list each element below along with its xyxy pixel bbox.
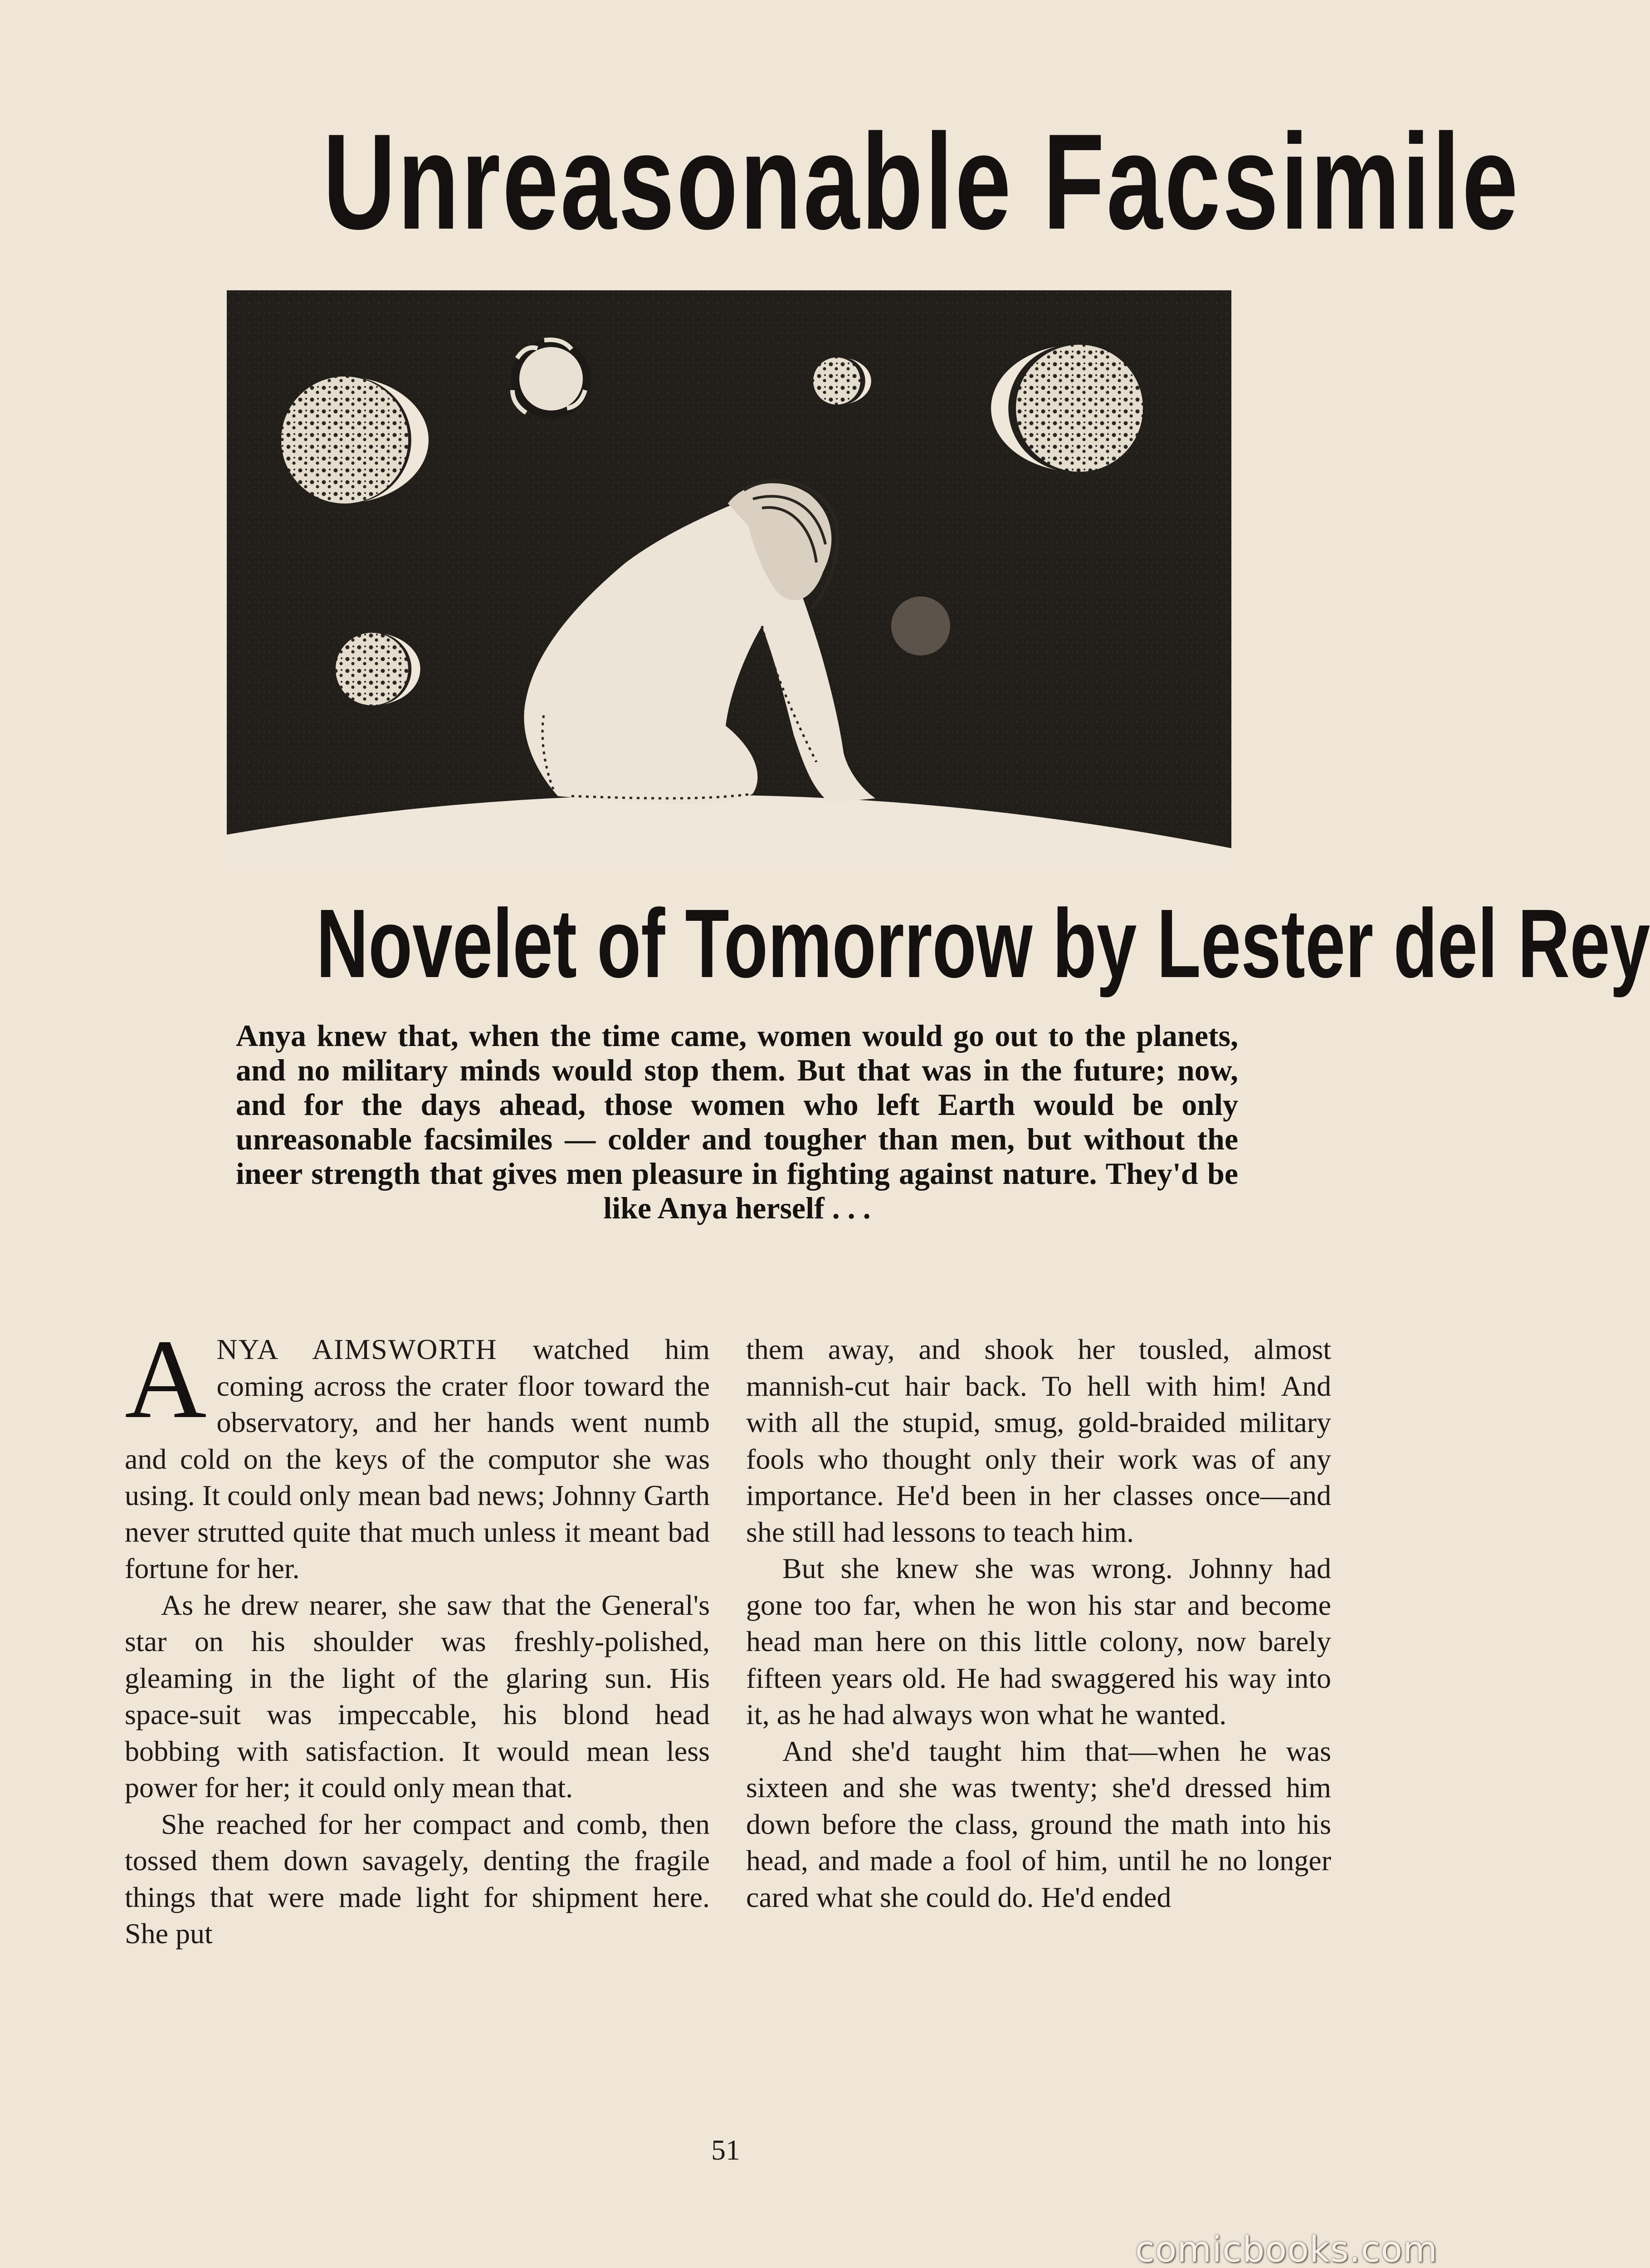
page-number: 51: [711, 2134, 740, 2166]
story-byline: Novelet of Tomorrow by Lester del Rey: [316, 889, 1650, 998]
planet-spiral: [511, 339, 591, 419]
paragraph-continued: them away, and shook her tousled, almost mannish-cut hair back. To hell with him! And with all the stupid, smug, gold-braided military fools who thought only their work was of any importance. He'd been in her classes once—and she still had lessons to teach him.: [746, 1333, 1331, 1548]
story-title: Unreasonable Facsimile: [323, 105, 1520, 258]
text-column-right: [746, 1331, 1331, 1916]
paragraph: She reached for her compact and comb, then tossed them down savagely, denting the fragile things that were made light for shipment here. She put: [125, 1808, 710, 1950]
text-column-left: [125, 1316, 710, 1952]
paragraph: As he drew nearer, she saw that the General's star on his shoulder was freshly-polished, gleaming in the light of the glaring sun. His space-suit was impeccable, his blond head bobbing with satisfaction. It would mean less power for her; it could only mean that.: [125, 1589, 710, 1804]
paragraph: And she'd taught him that—when he was sixteen and she was twenty; she'd dressed him down before the class, ground the math into his head, and made a fool of him, until he no longer cared what she could do. He'd ended: [746, 1735, 1331, 1913]
drop-cap: A: [125, 1316, 207, 1442]
story-illustration: [227, 290, 1231, 866]
paragraph: But she knew she was wrong. Johnny had gone too far, when he won his star and become head man here on this little colony, now barely fifteen years old. He had swaggered his way into it, as he had always won what he wanted.: [746, 1552, 1331, 1730]
opening-paragraph: [125, 1316, 710, 1587]
distant-nebula: [891, 596, 950, 655]
paragraph-text: watched him coming across the crater floor toward the observatory, and her hands went numb and cold on the keys of the computor she was using. It could only mean bad news; Johnny Garth never strutted quite that much unless it meant bad fortune for her.: [125, 1333, 710, 1584]
opening-caps: NYA AIMSWORTH: [216, 1333, 498, 1365]
source-watermark: comicbooks.com: [1135, 2229, 1438, 2268]
space-scene-image: [227, 290, 1231, 866]
story-blurb: Anya knew that, when the time came, women would go out to the planets, and no military minds would stop them. But that was in the future; now, and for the days ahead, those women who left Earth would be only unreasonable facsimiles — colder and tougher than men, but without the ineer strength that gives men pleasure in fighting against nature. They'd be like Anya herself . . .: [236, 1018, 1238, 1225]
